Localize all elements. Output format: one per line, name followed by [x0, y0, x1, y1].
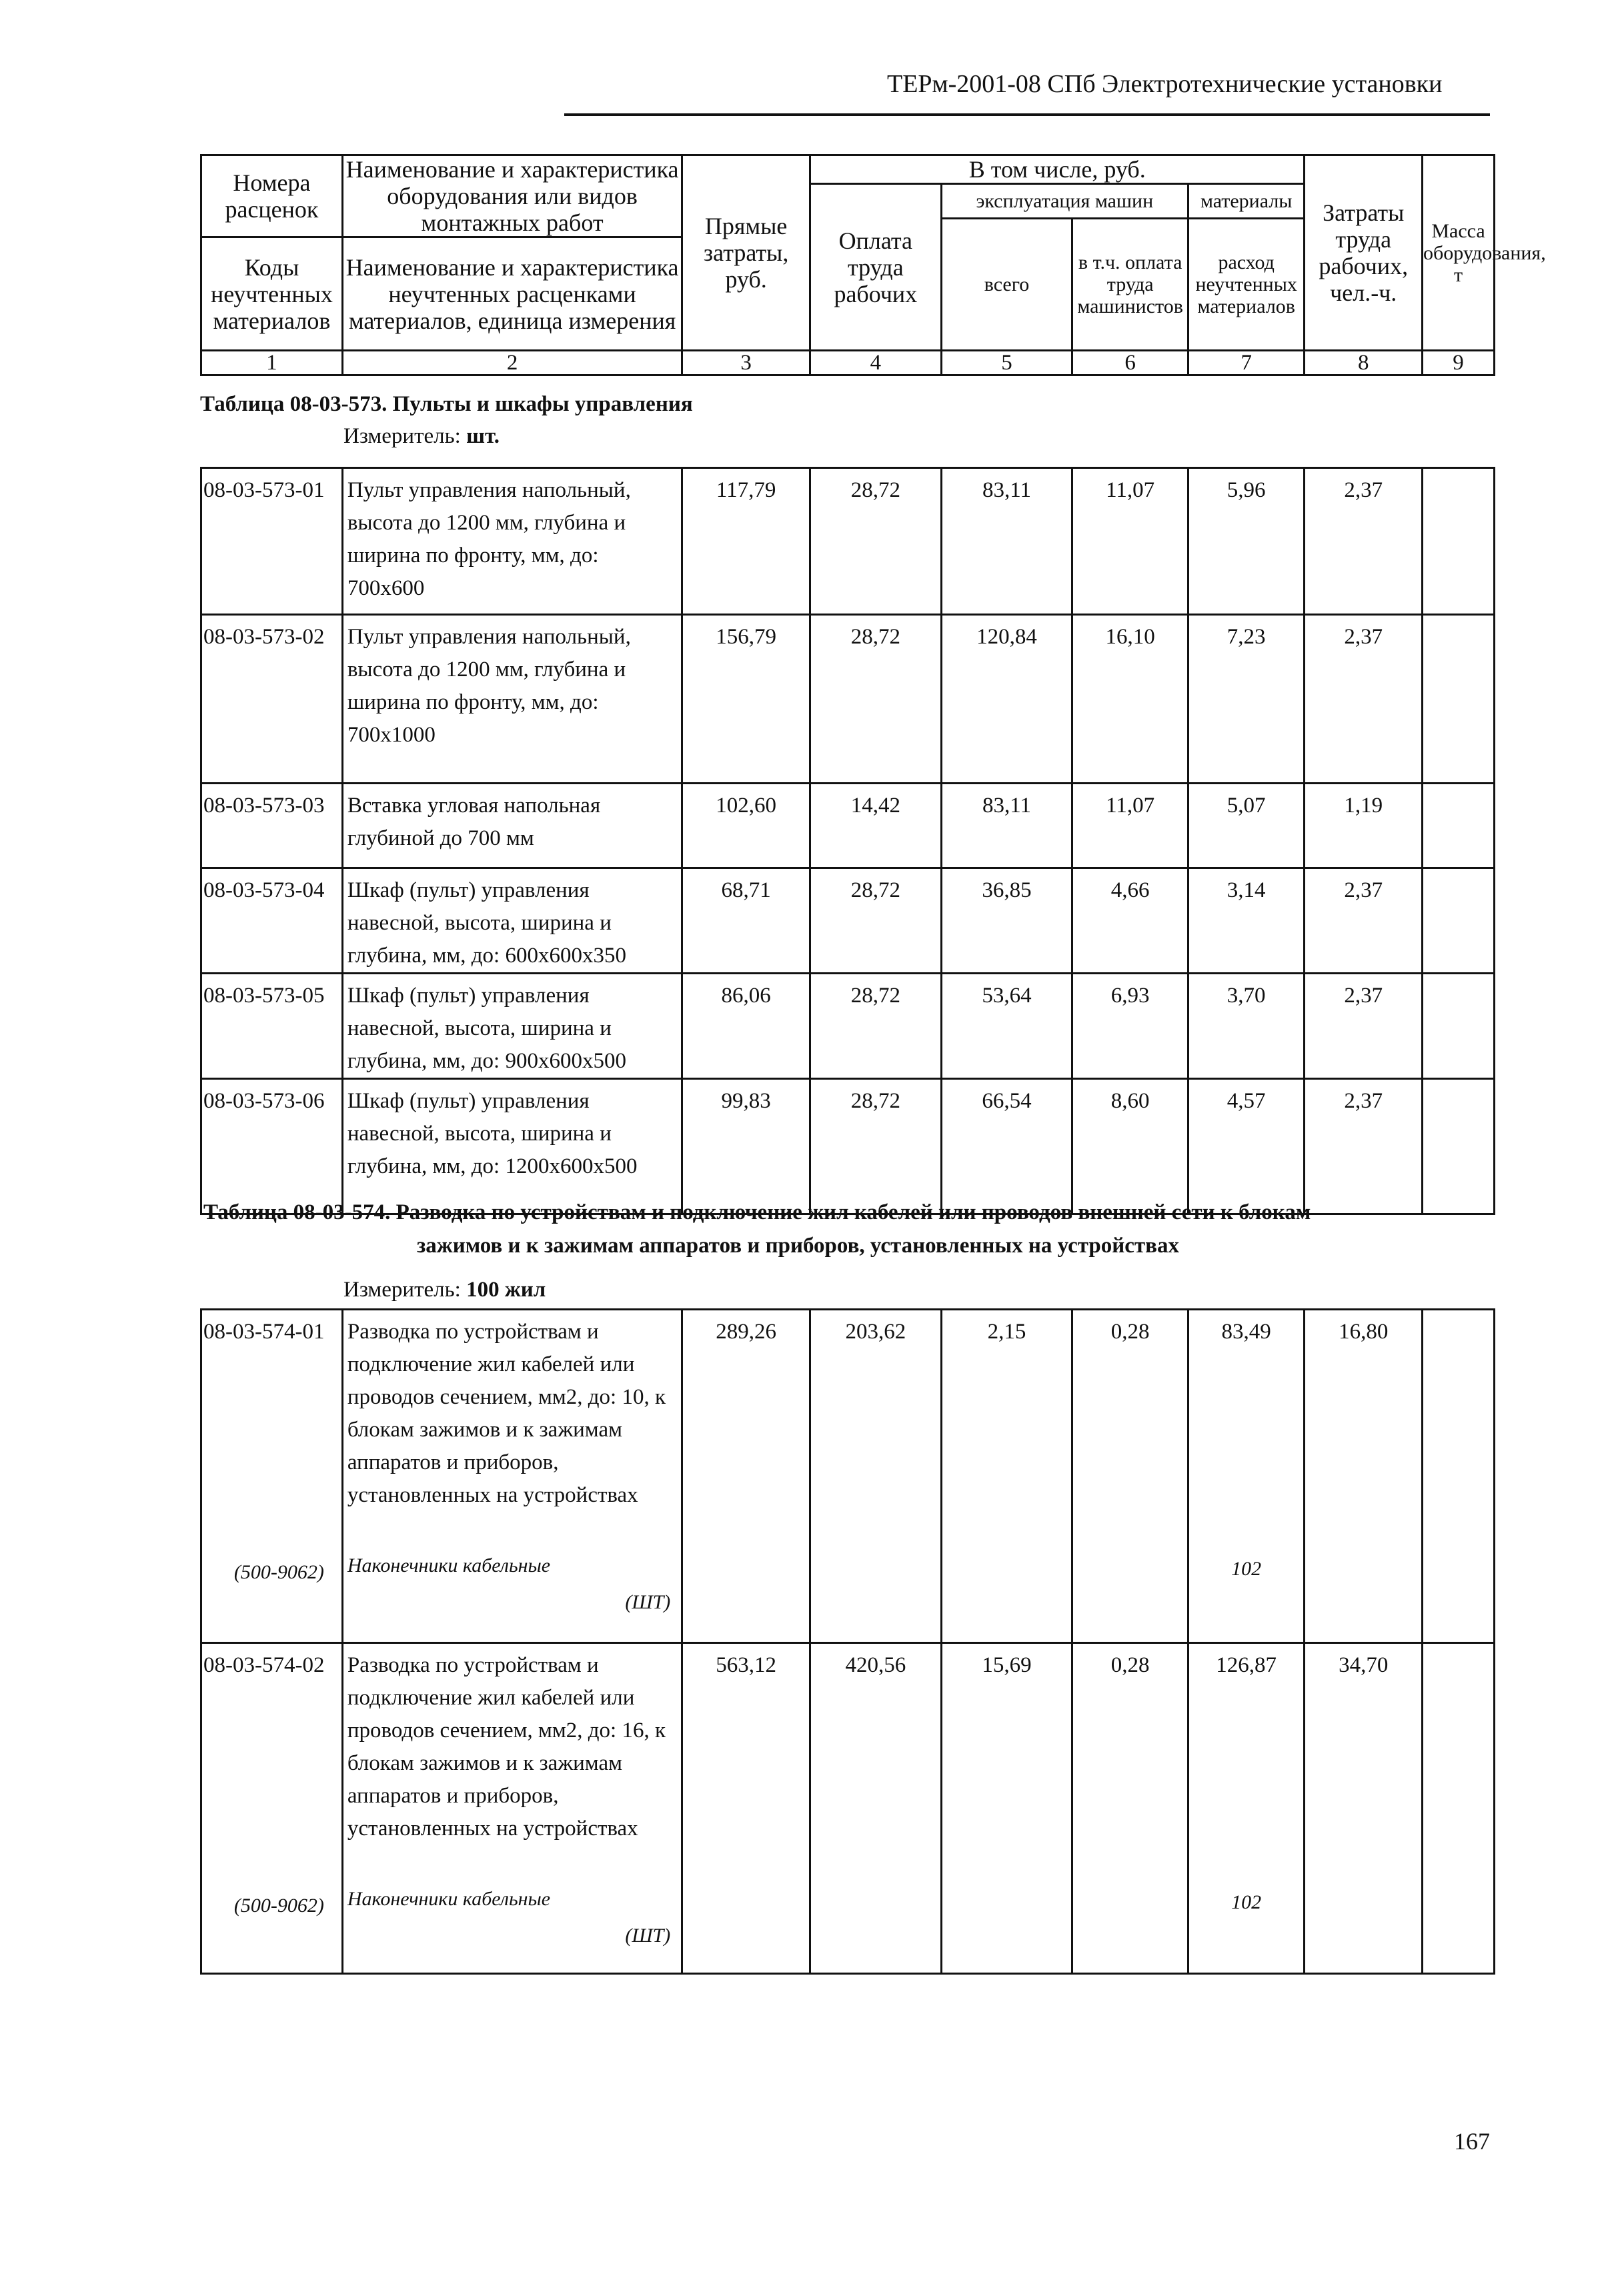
table-row	[201, 1643, 1495, 1974]
included-header: В том числе, руб.	[810, 155, 1305, 184]
row-code: 08-03-573-03	[201, 784, 343, 868]
table-row	[201, 974, 1495, 1079]
row-c4: 28,72	[810, 1079, 941, 1214]
material-row	[347, 1883, 677, 1952]
row-description-cell	[342, 1310, 682, 1643]
col-number: 3	[682, 351, 810, 375]
material-name: Наконечники кабельные	[347, 1888, 551, 1910]
row-code: 08-03-573-06	[201, 1079, 343, 1214]
col-number: 1	[201, 351, 343, 375]
row-c5: 83,11	[941, 468, 1072, 615]
row-c7: 3,70	[1188, 974, 1305, 1079]
table-574-caption-line1: Таблица 08-03-574. Разводка по устройствам и подключение жил кабелей или проводов внешней сети к блокам	[203, 1200, 1311, 1224]
row-c7: 5,07	[1188, 784, 1305, 868]
row-c8: 2,37	[1305, 615, 1423, 784]
row-c6: 6,93	[1072, 974, 1188, 1079]
material-unit: (ШТ)	[625, 1591, 671, 1613]
table-573-caption: Таблица 08-03-573. Пульты и шкафы управления	[200, 392, 693, 416]
col-number: 6	[1072, 351, 1188, 375]
row-c7: 5,96	[1188, 468, 1305, 615]
row-c5: 53,64	[941, 974, 1072, 1079]
row-c3: 563,12	[682, 1643, 810, 1974]
row-description: Пульт управления напольный, высота до 1200 мм, глубина и ширина по фронту, мм, до: 700х600	[342, 468, 682, 615]
col-number: 4	[810, 351, 941, 375]
row-c6: 11,07	[1072, 784, 1188, 868]
table-574-unit	[343, 1278, 546, 1302]
row-c9	[1422, 468, 1494, 615]
table-574-caption-line2: зажимов и к зажимам аппаратов и приборов, установленных на устройствах	[417, 1234, 1179, 1258]
row-c9	[1422, 974, 1494, 1079]
row-c5: 2,15	[941, 1310, 1072, 1643]
table-row	[201, 1079, 1495, 1214]
row-code: 08-03-573-01	[201, 468, 343, 615]
row-c3: 156,79	[682, 615, 810, 784]
machines-header: эксплуатация машин	[941, 184, 1188, 219]
row-c4: 28,72	[810, 974, 941, 1079]
materials-header: материалы	[1188, 184, 1305, 219]
col7-header: расход неучтенных материалов	[1188, 219, 1305, 351]
col-number: 5	[941, 351, 1072, 375]
row-c5: 15,69	[941, 1643, 1072, 1974]
row-c8: 2,37	[1305, 1079, 1423, 1214]
column-header-table	[200, 154, 1546, 376]
row-description: Шкаф (пульт) управления навесной, высота, ширина и глубина, мм, до: 600х600х350	[342, 868, 682, 974]
table-row	[201, 468, 1495, 615]
page-number: 167	[1454, 2128, 1490, 2155]
row-c9	[1422, 615, 1494, 784]
material-name: Наконечники кабельные	[347, 1554, 551, 1576]
material-code: (500-9062)	[233, 1561, 324, 1583]
row-c6: 8,60	[1072, 1079, 1188, 1214]
row-description: Шкаф (пульт) управления навесной, высота, ширина и глубина, мм, до: 900х600х500	[342, 974, 682, 1079]
row-c3: 117,79	[682, 468, 810, 615]
table-row	[201, 868, 1495, 974]
row-description: Разводка по устройствам и подключение жил кабелей или проводов сечением, мм2, до: 16, к блокам зажимов и к зажимам аппаратов и приборов, установленных на устройствах	[347, 1653, 666, 1841]
unit-value: 100 жил	[466, 1278, 546, 1302]
row-c9	[1422, 1079, 1494, 1214]
unit-value: шт.	[466, 424, 500, 448]
row-description: Вставка угловая напольная глубиной до 700 мм	[342, 784, 682, 868]
row-c7-cell	[1188, 1310, 1305, 1643]
row-code-cell	[201, 1643, 343, 1974]
row-c6: 4,66	[1072, 868, 1188, 974]
col-number: 2	[342, 351, 682, 375]
row-c5: 66,54	[941, 1079, 1072, 1214]
row-c7: 4,57	[1188, 1079, 1305, 1214]
row-c7-cell	[1188, 1643, 1305, 1974]
col3-header: Прямые затраты, руб.	[682, 155, 810, 351]
row-c8: 2,37	[1305, 974, 1423, 1079]
row-c5: 120,84	[941, 615, 1072, 784]
row-c3: 102,60	[682, 784, 810, 868]
row-description: Разводка по устройствам и подключение жил кабелей или проводов сечением, мм2, до: 10, к блокам зажимов и к зажимам аппаратов и приборов, установленных на устройствах	[347, 1320, 666, 1507]
material-quantity: 102	[1231, 1891, 1262, 1913]
page-header-title: ТЕРм-2001-08 СПб Электротехнические установки	[887, 70, 1443, 98]
unit-label: Измеритель:	[343, 424, 461, 448]
row-description: Пульт управления напольный, высота до 1200 мм, глубина и ширина по фронту, мм, до: 700х1000	[342, 615, 682, 784]
row-c4: 14,42	[810, 784, 941, 868]
col2-top-header: Наименование и характеристика оборудования или видов монтажных работ	[342, 155, 682, 237]
row-code: 08-03-574-02	[203, 1653, 325, 1677]
row-c7: 83,49	[1221, 1320, 1271, 1344]
col2-bottom-header: Наименование и характеристика неучтенных расценками материалов, единица измерения	[342, 237, 682, 351]
row-c9	[1422, 784, 1494, 868]
row-c3: 99,83	[682, 1079, 810, 1214]
row-code: 08-03-574-01	[203, 1320, 325, 1344]
table-574	[200, 1308, 1495, 1975]
row-c3: 289,26	[682, 1310, 810, 1643]
row-c7: 126,87	[1216, 1653, 1277, 1677]
row-c6: 16,10	[1072, 615, 1188, 784]
row-code: 08-03-573-02	[201, 615, 343, 784]
material-quantity: 102	[1231, 1558, 1262, 1580]
row-c4: 28,72	[810, 868, 941, 974]
row-code: 08-03-573-05	[201, 974, 343, 1079]
table-row	[201, 1310, 1495, 1643]
row-c9	[1422, 1643, 1494, 1974]
row-description: Шкаф (пульт) управления навесной, высота, ширина и глубина, мм, до: 1200х600х500	[342, 1079, 682, 1214]
header-rule	[564, 113, 1490, 116]
row-c4: 28,72	[810, 468, 941, 615]
row-c4: 28,72	[810, 615, 941, 784]
row-c9	[1422, 1310, 1494, 1643]
col-number: 9	[1423, 351, 1495, 375]
table-573-unit	[343, 424, 500, 449]
col5-header: всего	[941, 219, 1072, 351]
row-c7: 7,23	[1188, 615, 1305, 784]
row-c6: 11,07	[1072, 468, 1188, 615]
row-c6: 0,28	[1072, 1643, 1188, 1974]
col1-top-header: Номера расценок	[201, 155, 343, 237]
row-c8: 34,70	[1305, 1643, 1423, 1974]
row-c3: 86,06	[682, 974, 810, 1079]
col8-header: Затраты труда рабочих, чел.-ч.	[1305, 155, 1423, 351]
row-c5: 36,85	[941, 868, 1072, 974]
table-573	[200, 467, 1495, 1215]
row-c4: 420,56	[810, 1643, 941, 1974]
col6-header: в т.ч. оплата труда машинистов	[1072, 219, 1188, 351]
material-code: (500-9062)	[233, 1895, 324, 1917]
row-c8: 1,19	[1305, 784, 1423, 868]
row-c9	[1422, 868, 1494, 974]
row-code-cell	[201, 1310, 343, 1643]
row-c6: 0,28	[1072, 1310, 1188, 1643]
table-row	[201, 784, 1495, 868]
col1-bottom-header: Коды неучтенных материалов	[201, 237, 343, 351]
col-number: 7	[1188, 351, 1305, 375]
material-row	[347, 1549, 677, 1618]
col4-header: Оплата труда рабочих	[810, 184, 941, 351]
table-row	[201, 615, 1495, 784]
row-c4: 203,62	[810, 1310, 941, 1643]
unit-label: Измеритель:	[343, 1278, 461, 1302]
row-c8: 2,37	[1305, 468, 1423, 615]
material-unit: (ШТ)	[625, 1925, 671, 1947]
row-c8: 2,37	[1305, 868, 1423, 974]
row-c5: 83,11	[941, 784, 1072, 868]
row-description-cell	[342, 1643, 682, 1974]
col9-header: Масса оборудования, т	[1423, 155, 1495, 351]
col-number: 8	[1305, 351, 1423, 375]
row-code: 08-03-573-04	[201, 868, 343, 974]
row-c3: 68,71	[682, 868, 810, 974]
row-c7: 3,14	[1188, 868, 1305, 974]
row-c8: 16,80	[1305, 1310, 1423, 1643]
